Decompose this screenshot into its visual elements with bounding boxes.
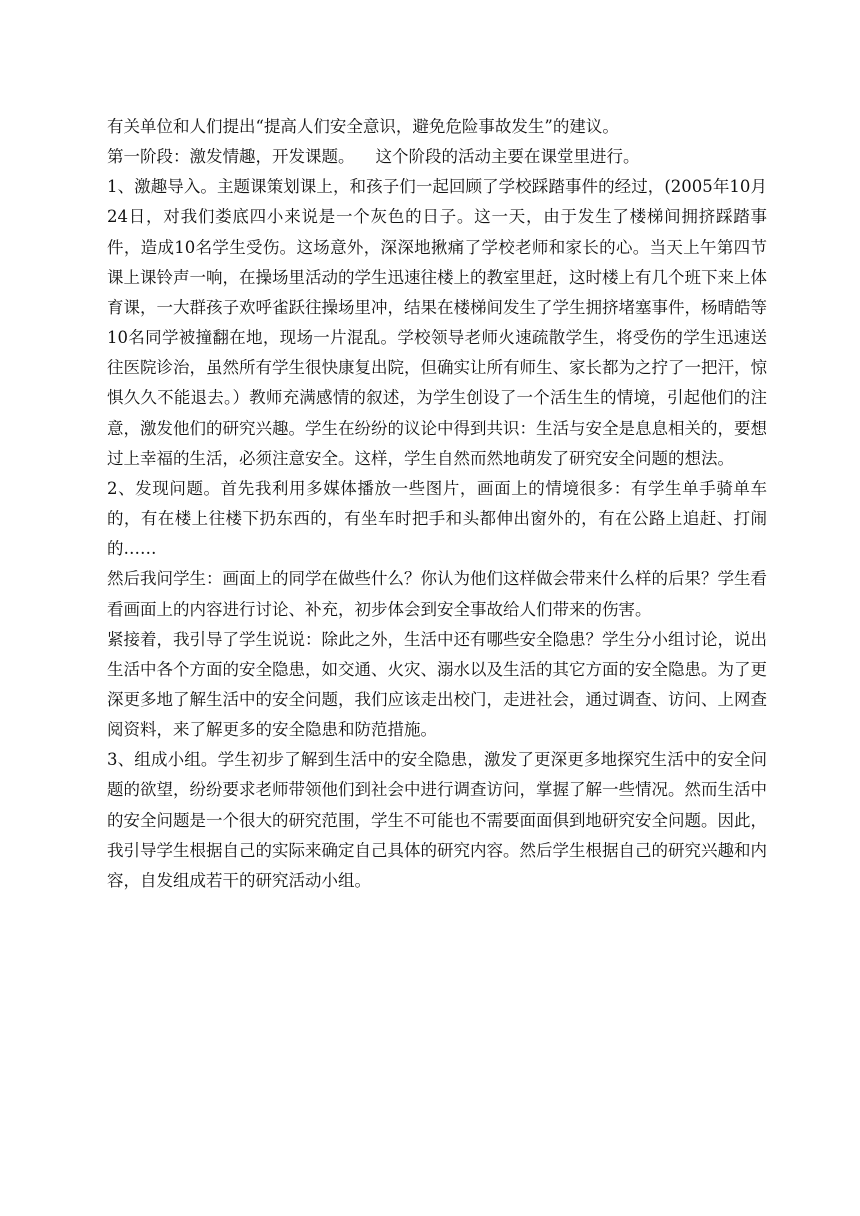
paragraph-proposal: 有关单位和人们提出“提高人们安全意识，避免危险事故发生”的建议。: [107, 117, 619, 136]
paragraph-form-groups: 3、组成小组。学生初步了解到生活中的安全隐患，激发了更深更多地探究生活中的安全问题的欲望，纷纷要求老师带领他们到社会中进行调查访问，掌握了解一些情况。然而生活中的安全问题是一个很大的研究范围，学生不可能也不需要面面俱到地研究安全问题。因此，我引导学生根据自己的实际来确定自己具体的研究内容。然后学生根据自己的研究兴趣和内容，自发组成若干的研究活动小组。: [107, 750, 767, 890]
paragraph-discover-problems: 2、发现问题。首先我利用多媒体播放一些图片，画面上的情境很多：有学生单手骑单车的，有在楼上往楼下扔东西的，有坐车时把手和头都伸出窗外的，有在公路上追赶、打闹的……: [107, 478, 767, 559]
paragraph-safety-hazards-discussion: 紧接着，我引导了学生说说：除此之外，生活中还有哪些安全隐患？学生分小组讨论，说出生活中各个方面的安全隐患，如交通、火灾、溺水以及生活的其它方面的安全隐患。为了更深更多地了解生活中的安全问题，我们应该走出校门，走进社会，通过调查、访问、上网查阅资料，来了解更多的安全隐患和防范措施。: [107, 629, 767, 740]
document-body: [107, 112, 767, 896]
paragraph-teacher-questions: 然后我问学生：画面上的同学在做些什么？你认为他们这样做会带来什么样的后果？学生看看画面上的内容进行讨论、补充，初步体会到安全事故给人们带来的伤害。: [107, 569, 767, 619]
paragraph-stage-one-heading: 第一阶段：激发情趣，开发课题。 这个阶段的活动主要在课堂里进行。: [107, 147, 640, 167]
paragraph-interest-introduction: 1、激趣导入。主题课策划课上，和孩子们一起回顾了学校踩踏事件的经过，(2005年10月24日，对我们娄底四小来说是一个灰色的日子。这一天，由于发生了楼梯间拥挤踩踏事件，造成10名学生受伤。这场意外，深深地揪痛了学校老师和家长的心。当天上午第四节课上课铃声一响，在操场里活动的学生迅速往楼上的教室里赶，这时楼上有几个班下来上体育课，一大群孩子欢呼雀跃往操场里冲，结果在楼梯间发生了学生拥挤堵塞事件，杨晴皓等10名同学被撞翻在地，现场一片混乱。学校领导老师火速疏散学生，将受伤的学生迅速送往医院诊治，虽然所有学生很快康复出院，但确实让所有师生、家长都为之拧了一把汗，惊惧久久不能退去。）教师充满感情的叙述，为学生创设了一个活生生的情境，引起他们的注意，激发他们的研究兴趣。学生在纷纷的议论中得到共识：生活与安全是息息相关的，要想过上幸福的生活，必须注意安全。这样，学生自然而然地萌发了研究安全问题的想法。: [107, 177, 767, 468]
